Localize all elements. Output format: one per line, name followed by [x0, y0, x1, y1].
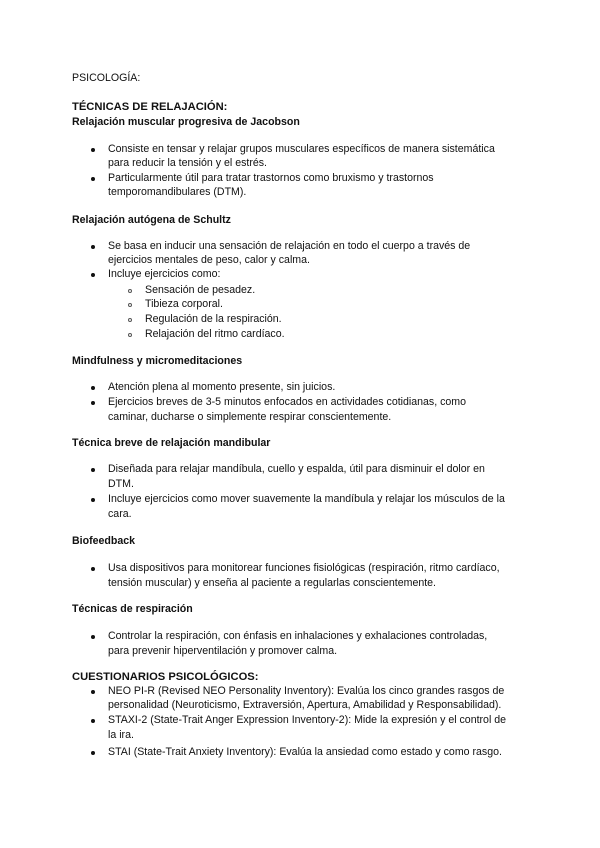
heading-schultz: Relajación autógena de Schultz [72, 214, 231, 226]
list-item: Incluye ejercicios como mover suavemente la mandíbula y relajar los músculos de la [108, 493, 505, 505]
heading-respiracion: Técnicas de respiración [72, 603, 193, 615]
circle-bullet-icon [128, 303, 132, 307]
list-item: Atención plena al momento presente, sin juicios. [108, 381, 336, 393]
list-item-cont: para reducir la tensión y el estrés. [108, 157, 267, 169]
list-item: Ejercicios breves de 3-5 minutos enfocados en actividades cotidianas, como [108, 396, 467, 408]
list-item: STAXI-2 (State-Trait Anger Expression Inventory-2): Mide la expresión y el control de [108, 714, 507, 726]
list-item: Diseñada para relajar mandíbula, cuello y espalda, útil para disminuir el dolor en [108, 463, 485, 475]
bullet-icon [91, 635, 95, 639]
list-item: Particularmente útil para tratar trastornos como bruxismo y trastornos [108, 172, 434, 184]
heading-mandibular: Técnica breve de relajación mandibular [72, 437, 271, 449]
sub-list-item: Sensación de pesadez. [145, 284, 256, 296]
section-heading-relajacion: TÉCNICAS DE RELAJACIÓN: [72, 101, 228, 113]
list-item-cont: caminar, ducharse o simplemente respirar conscientemente. [108, 411, 392, 423]
bullet-icon [91, 177, 95, 181]
list-item-cont: tensión muscular) y enseña al paciente a regularlas conscientemente. [108, 577, 437, 589]
document-title: PSICOLOGÍA: [72, 72, 141, 84]
list-item: STAI (State-Trait Anxiety Inventory): Evalúa la ansiedad como estado y como rasgo. [108, 746, 502, 758]
bullet-icon [91, 245, 95, 249]
bullet-icon [91, 148, 95, 152]
list-item: Consiste en tensar y relajar grupos musculares específicos de manera sistemática [108, 143, 495, 155]
sub-list-item: Tibieza corporal. [145, 298, 223, 310]
list-item: Usa dispositivos para monitorear funciones fisiológicas (respiración, ritmo cardíaco, [108, 562, 500, 574]
list-item: Se basa en inducir una sensación de relajación en todo el cuerpo a través de [108, 240, 471, 252]
bullet-icon [91, 719, 95, 723]
heading-jacobson: Relajación muscular progresiva de Jacobson [72, 116, 300, 128]
circle-bullet-icon [128, 333, 132, 337]
circle-bullet-icon [128, 289, 132, 293]
list-item-cont: DTM. [108, 478, 134, 490]
section-heading-cuestionarios: CUESTIONARIOS PSICOLÓGICOS: [72, 671, 259, 683]
list-item-cont: temporomandibulares (DTM). [108, 186, 247, 198]
bullet-icon [91, 386, 95, 390]
circle-bullet-icon [128, 318, 132, 322]
list-item-cont: la ira. [108, 729, 134, 741]
bullet-icon [91, 273, 95, 277]
heading-biofeedback: Biofeedback [72, 535, 135, 547]
list-item: Incluye ejercicios como: [108, 268, 221, 280]
heading-mindfulness: Mindfulness y micromeditaciones [72, 355, 243, 367]
list-item-cont: personalidad (Neuroticismo, Extraversión, Apertura, Amabilidad y Responsabilidad). [108, 699, 502, 711]
sub-list-item: Regulación de la respiración. [145, 313, 282, 325]
list-item: Controlar la respiración, con énfasis en inhalaciones y exhalaciones controladas, [108, 630, 488, 642]
bullet-icon [91, 567, 95, 571]
bullet-icon [91, 498, 95, 502]
bullet-icon [91, 401, 95, 405]
bullet-icon [91, 468, 95, 472]
list-item-cont: cara. [108, 508, 132, 520]
list-item: NEO PI-R (Revised NEO Personality Inventory): Evalúa los cinco grandes rasgos de [108, 685, 505, 697]
bullet-icon [91, 751, 95, 755]
bullet-icon [91, 690, 95, 694]
sub-list-item: Relajación del ritmo cardíaco. [145, 328, 285, 340]
list-item-cont: para prevenir hiperventilación y promover calma. [108, 645, 338, 657]
list-item-cont: ejercicios mentales de peso, calor y calma. [108, 254, 310, 266]
